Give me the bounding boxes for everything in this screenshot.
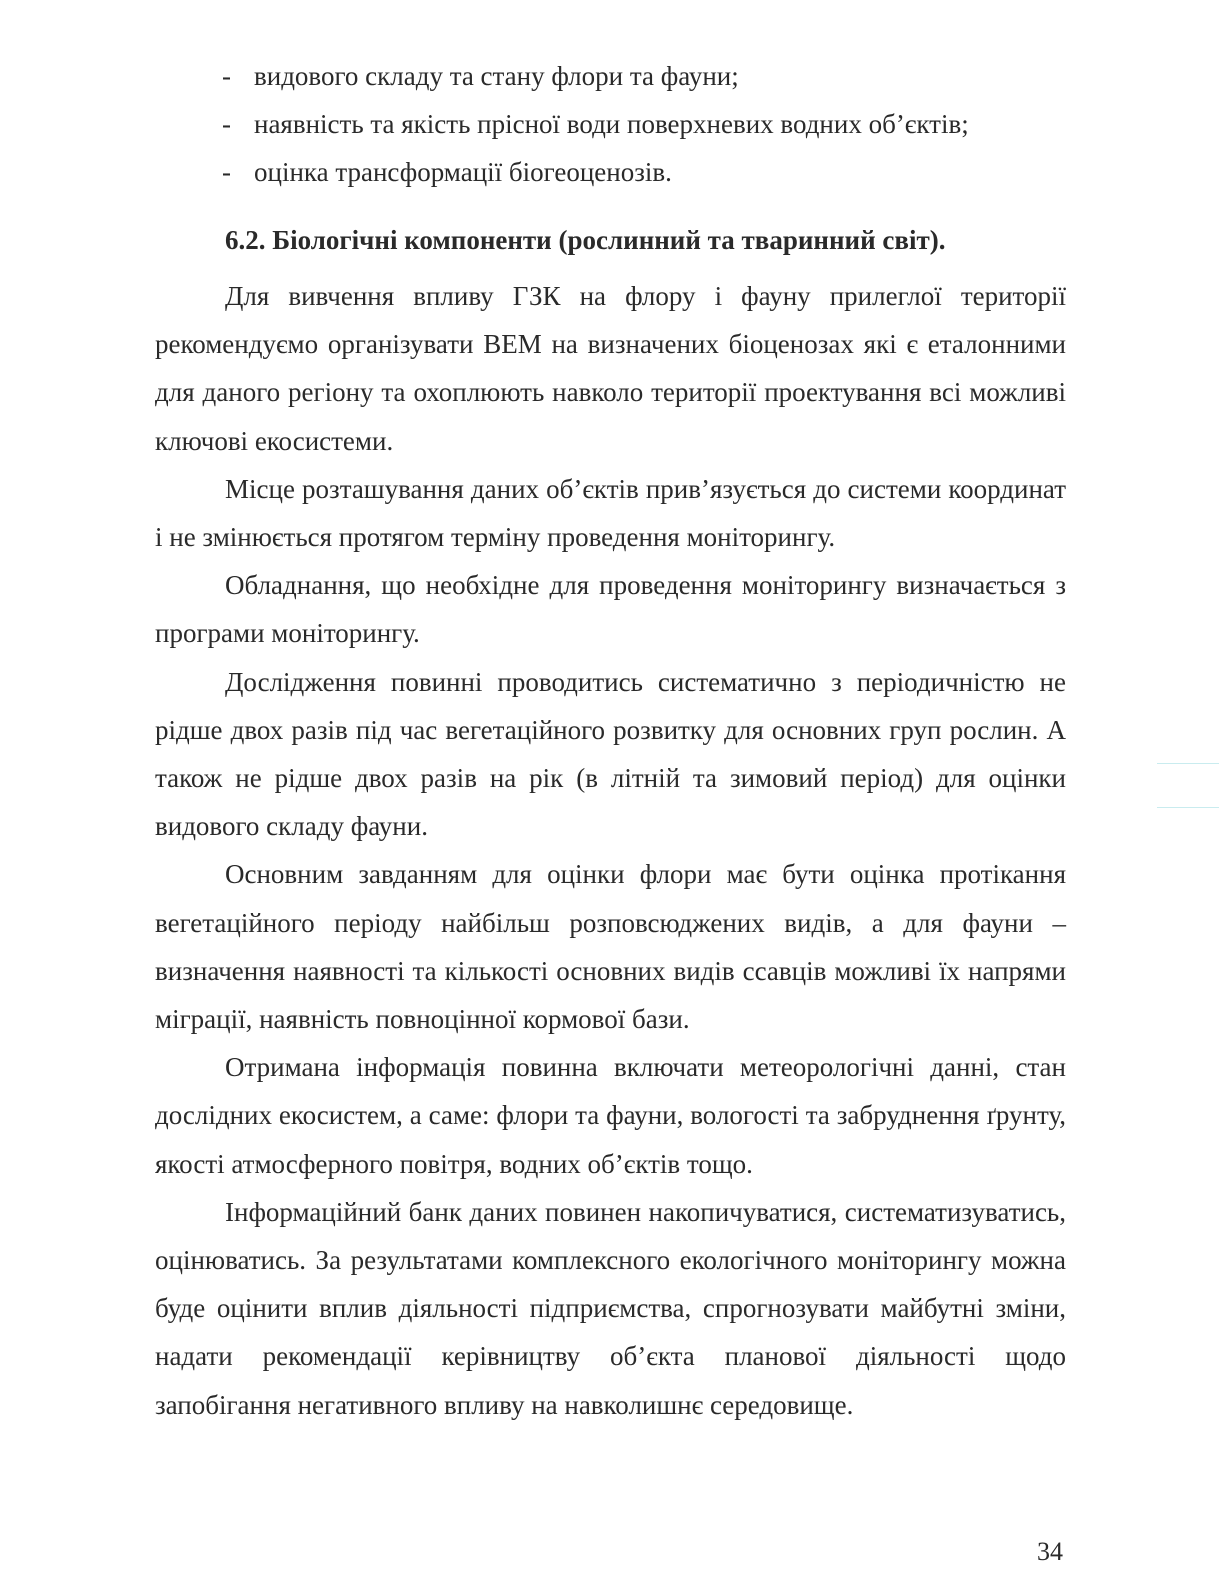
section-heading: 6.2. Біологічні компоненти (рослинний та тваринний світ).	[225, 225, 946, 255]
page-number: 34	[1037, 1537, 1063, 1566]
bullet-list	[222, 52, 1082, 196]
paragraph: Отримана інформація повинна включати метеорологічні данні, стан дослідних екосистем, а саме: флори та фауни, вологості та забруднення ґрунту, якості атмосферного повітря, водних об’єктів тощо.	[155, 1052, 1066, 1179]
paragraph: Місце розташування даних об’єктів прив’язується до системи координат і не змінюється протягом терміну проведення моніторингу.	[155, 473, 1066, 553]
scan-artifact-line	[1157, 807, 1219, 808]
paragraph: Основним завданням для оцінки флори має бути оцінка протікання вегетаційного періоду найбільш розповсюджених видів, а для фауни – визначення наявності та кількості основних видів ссавців можливі їх напрями міграції, наявність повноцінної кормової бази.	[155, 859, 1066, 1035]
bullet-marker: -	[222, 157, 231, 187]
bullet-text: видового складу та стану флори та фауни;	[254, 61, 739, 91]
bullet-text: наявність та якість прісної води поверхневих водних об’єктів;	[254, 109, 969, 139]
paragraph: Інформаційний банк даних повинен накопичуватися, систематизуватись, оцінюватись. За результатами комплексного екологічного моніторингу можна буде оцінити вплив діяльності підприємства, спрогнозувати майбутні зміни, надати рекомендації керівництву об’єкта планової діяльності щодо запобігання негативного впливу на навколишнє середовище.	[155, 1196, 1066, 1420]
paragraph: Дослідження повинні проводитись систематично з періодичністю не рідше двох разів під час вегетаційного розвитку для основних груп рослин. А також не рідше двох разів на рік (в літній та зимовий період) для оцінки видового складу фауни.	[155, 666, 1066, 842]
bullet-marker: -	[222, 109, 231, 139]
bullet-item	[222, 148, 1082, 196]
bullet-marker: -	[222, 61, 231, 91]
paragraph: Обладнання, що необхідне для проведення моніторингу визначається з програми моніторингу.	[155, 570, 1066, 649]
bullet-item	[222, 52, 1082, 100]
bullet-text: оцінка трансформації біогеоценозів.	[254, 157, 672, 187]
paragraph: Для вивчення впливу ГЗК на флору і фауну прилеглої території рекомендуємо організувати ВЕМ на визначених біоценозах які є еталонними для даного регіону та охоплюють навколо території проектування всі можливі ключові екосистеми.	[155, 281, 1066, 456]
bullet-item	[222, 100, 1082, 148]
body-text	[155, 272, 1066, 1429]
scan-artifact-line	[1157, 763, 1219, 764]
